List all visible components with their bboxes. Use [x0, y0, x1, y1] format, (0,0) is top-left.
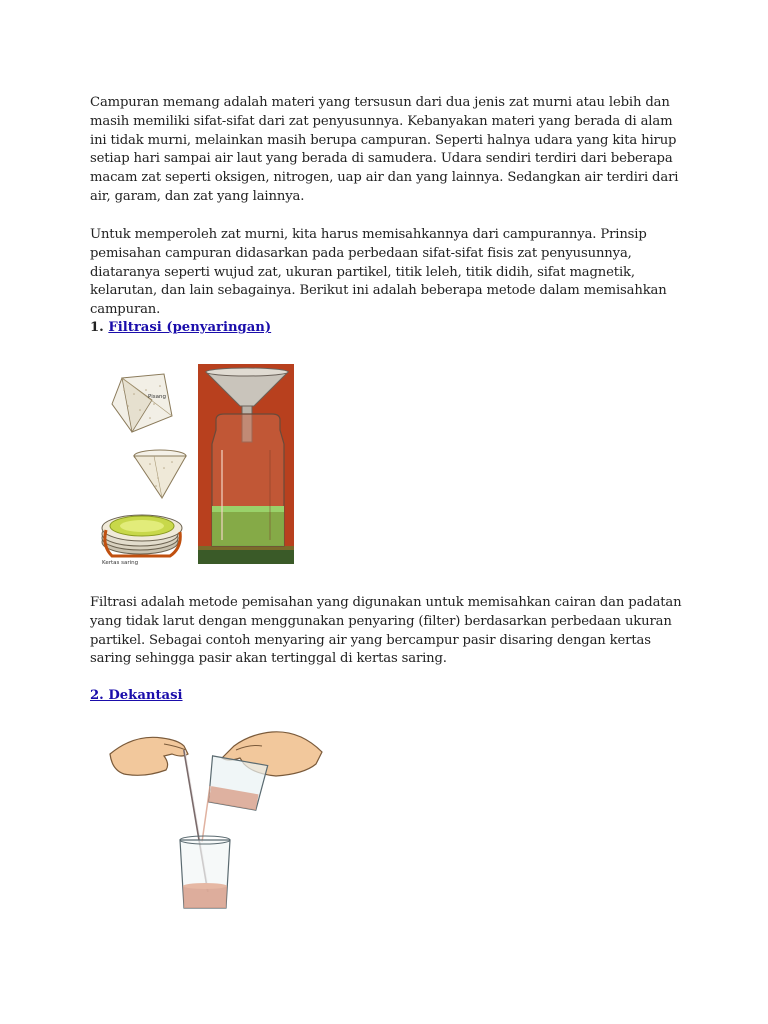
receiving-glass: [180, 836, 230, 908]
pouring-beaker: [205, 756, 268, 811]
kertas-saring-label: Kertas saring: [102, 560, 139, 566]
separation-principle-paragraph: Untuk memperoleh zat murni, kita harus memisahkannya dari campurannya. Prinsip pemisahan campuran didasarkan pada perbedaan sifat-sifat fisis zat penyusunnya, diataranya seperti wujud zat, ukuran partikel, titik leleh, titik didih, sifat magnetik, kelarutan, dan lain sebagainya. Berikut ini adalah beberapa metode dalam memisahkan campuran.: [90, 227, 667, 318]
filter-paper-label: Pisang: [148, 394, 166, 400]
decantation-illustration: [104, 724, 326, 912]
filtration-description-paragraph: Filtrasi adalah metode pemisahan yang digunakan untuk memisahkan cairan dan padatan yang tidak larut dengan menggunakan penyaring (filter) berdasarkan perbedaan ukuran partikel. Sebagai contoh menyaring air yang bercampur pasir disaring dengan kertas saring sehingga pasir akan tertinggal di kertas saring.: [90, 595, 682, 667]
filtration-apparatus: [198, 364, 294, 564]
section-heading-filtrasi: [90, 320, 271, 335]
filtration-illustration: [94, 360, 296, 568]
dekantasi-link[interactable]: 2. Dekantasi: [90, 688, 183, 703]
filtrasi-link[interactable]: Filtrasi (penyaringan): [108, 320, 272, 335]
section-heading-dekantasi: [90, 688, 183, 703]
intro-paragraph: Campuran memang adalah materi yang tersusun dari dua jenis zat murni atau lebih dan masih memiliki sifat-sifat dari zat penyusunnya. Kebanyakan materi yang berada di alam ini tidak murni, melainkan masih berupa campuran. Seperti halnya udara yang kita hirup setiap hari sampai air laut yang berada di samudera. Udara sendiri terdiri dari beberapa macam zat seperti oksigen, nitrogen, uap air dan yang lainnya. Sedangkan air terdiri dari air, garam, dan zat yang lainnya.: [90, 95, 679, 204]
section-number: 1.: [90, 320, 109, 335]
